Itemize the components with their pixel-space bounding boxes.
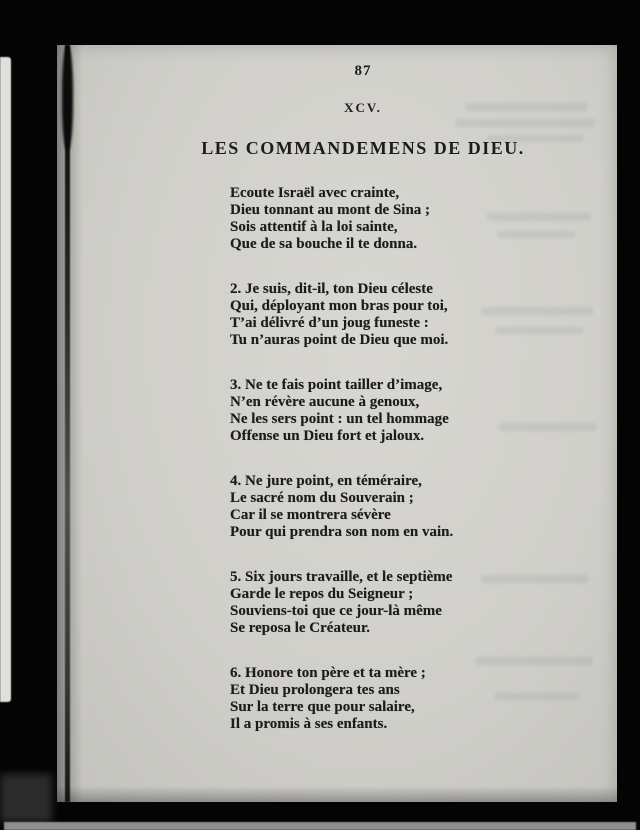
verse-line: Offense un Dieu fort et jaloux. [230,428,425,444]
hymn-title: LES COMMANDEMENS DE DIEU. [201,138,525,158]
verse-line: Pour qui prendra son nom en vain. [230,524,454,540]
verse-line: N’en révère aucune à genoux, [230,394,420,410]
verse-line: Garde le repos du Seigneur ; [230,586,414,602]
verse-line: Dieu tonnant au mont de Sina ; [230,202,431,218]
verse-line: Se reposa le Créateur. [230,620,370,636]
verse-line: Le sacré nom du Souverain ; [230,490,414,506]
verse-line: Il a promis à ses enfants. [230,716,388,732]
stanza-1 [230,185,640,253]
verse-line: Ne les sers point : un tel hommage [230,411,449,427]
binding-crack-top [62,45,73,150]
verse-line: 6. Honore ton père et ta mère ; [230,665,426,681]
page-content [83,63,640,761]
stanza-4 [230,473,640,541]
stanza-5 [230,569,640,637]
section-number: XCV. [344,100,382,115]
verse-line: Car il se montrera sévère [230,507,391,523]
verse-line: Souviens-toi que ce jour-là même [230,603,442,619]
verse-line: Sois attentif à la loi sainte, [230,219,398,235]
verse-line: 3. Ne te fais point tailler d’image, [230,377,443,393]
verse-line: Tu n’auras point de Dieu que moi. [230,332,449,348]
binding-crack [65,45,70,802]
adjacent-page-edge [0,57,11,702]
verse-line: 2. Je suis, dit-il, ton Dieu céleste [230,281,433,297]
verse-line: Sur la terre que pour salaire, [230,699,415,715]
scan-corner-shadow [0,774,52,822]
verse-line: Ecoute Israël avec crainte, [230,185,400,201]
verse-line: T’ai délivré d’un joug funeste : [230,315,429,331]
book-page [57,45,617,802]
verse-line: 5. Six jours travaille, et le septième [230,569,453,585]
stanza-6 [230,665,640,733]
verse-line: 4. Ne jure point, en téméraire, [230,473,422,489]
stanza-3 [230,377,640,445]
verse-line: Qui, déployant mon bras pour toi, [230,298,448,314]
verse-line: Et Dieu prolongera tes ans [230,682,400,698]
scan-bottom-edge [4,822,636,830]
stanza-2 [230,281,640,349]
page-number: 87 [354,63,372,79]
verse-line: Que de sa bouche il te donna. [230,236,418,252]
